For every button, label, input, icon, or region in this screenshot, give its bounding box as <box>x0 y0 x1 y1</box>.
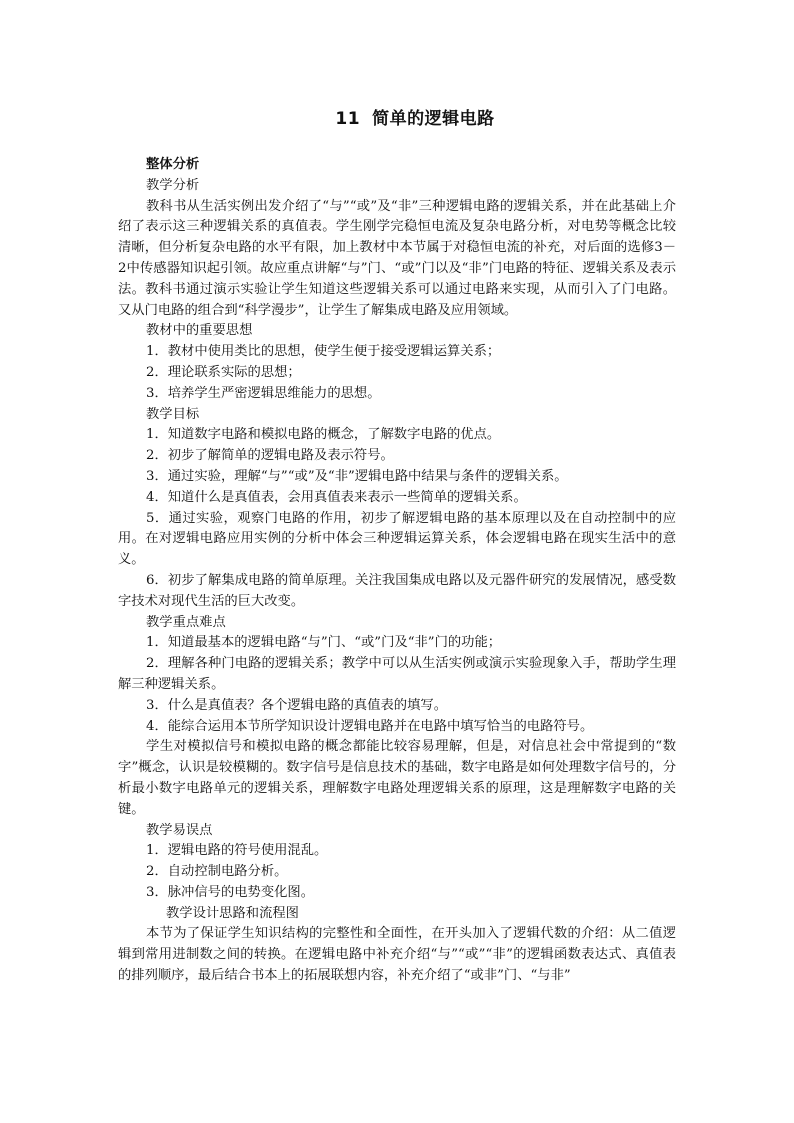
overview-heading: 整体分析 <box>146 157 200 172</box>
list-item: 4．知道什么是真值表，会用真值表来表示一些简单的逻辑关系。 <box>146 489 527 505</box>
goals-heading: 教学目标 <box>146 406 200 422</box>
list-item: 1．知道数字电路和模拟电路的概念，了解数字电路的优点。 <box>146 427 501 443</box>
list-item: 2．理解各种门电路的逻辑关系；教学中可以从生活实例或演示实验现象入手，帮助学生理解三种逻辑关系。 <box>118 656 676 692</box>
list-item: 1．知道最基本的逻辑电路“与”门、“或”门及“非”门的功能； <box>146 635 502 651</box>
list-item: 1．教材中使用类比的思想，使学生便于接受逻辑运算关系； <box>146 344 501 360</box>
list-item: 1．逻辑电路的符号使用混乱。 <box>146 843 328 859</box>
list-item: 4．能综合运用本节所学知识设计逻辑电路并在电路中填写恰当的电路符号。 <box>146 718 594 734</box>
teaching-analysis-paragraph: 教科书从生活实例出发介绍了“与”“或”及“非”三种逻辑电路的逻辑关系，并在此基础上介绍了表示这三种逻辑关系的真值表。学生刚学完稳恒电流及复杂电路分析，对电势等概念比较清晰，但分析复杂电路的水平有限，加上教材中本节属于对稳恒电流的补充，对后面的选修3－2中传感器知识起引领。故应重点讲解“与”门、“或”门以及“非”门电路的特征、逻辑关系及表示法。教科书通过演示实验让学生知道这些逻辑关系可以通过电路来实现，从而引入了门电路。又从门电路的组合到“科学漫步”，让学生了解集成电路及应用领域。 <box>118 198 676 318</box>
key-points-heading: 教学重点难点 <box>146 614 226 630</box>
design-paragraph: 本节为了保证学生知识结构的完整性和全面性，在开头加入了逻辑代数的介绍：从二值逻辑到常用进制数之间的转换。在逻辑电路中补充介绍“与”“或”“非”的逻辑函数表达式、真值表的排列顺序，最后结合书本上的拓展联想内容，补充介绍了“或非”门、“与非” <box>118 926 676 984</box>
design-heading: 教学设计思路和流程图 <box>166 905 299 921</box>
list-item: 3．脉冲信号的电势变化图。 <box>146 884 315 900</box>
list-item: 3．什么是真值表？各个逻辑电路的真值表的填写。 <box>146 697 447 713</box>
key-points-paragraph: 学生对模拟信号和模拟电路的概念都能比较容易理解，但是，对信息社会中常提到的“数字”概念，认识是较模糊的。数字信号是信息技术的基础，数字电路是如何处理数字信号的，分析最小数字电路单元的逻辑关系，理解数字电路处理逻辑关系的原理，这是理解数字电路的关键。 <box>118 739 676 817</box>
document-body <box>118 155 676 987</box>
mistakes-heading: 教学易误点 <box>146 822 213 838</box>
teaching-analysis-heading: 教学分析 <box>146 177 200 193</box>
list-item: 3．培养学生严密逻辑思维能力的思想。 <box>146 385 381 401</box>
section-number: 11 <box>335 109 361 129</box>
ideas-heading: 教材中的重要思想 <box>146 323 253 339</box>
list-item: 3．通过实验，理解“与”“或”及“非”逻辑电路中结果与条件的逻辑关系。 <box>146 468 568 484</box>
page-title <box>0 104 794 129</box>
list-item: 6．初步了解集成电路的简单原理。关注我国集成电路以及元器件研究的发展情况，感受数字技术对现代生活的巨大改变。 <box>118 572 676 609</box>
list-item: 2．理论联系实际的思想； <box>146 364 301 380</box>
list-item: 2．自动控制电路分析。 <box>146 864 288 880</box>
title-text: 简单的逻辑电路 <box>372 109 495 129</box>
list-item: 5．通过实验，观察门电路的作用，初步了解逻辑电路的基本原理以及在自动控制中的应用。在对逻辑电路应用实例的分析中体会三种逻辑运算关系，体会逻辑电路在现实生活中的意义。 <box>118 510 676 568</box>
list-item: 2．初步了解简单的逻辑电路及表示符号。 <box>146 448 394 464</box>
